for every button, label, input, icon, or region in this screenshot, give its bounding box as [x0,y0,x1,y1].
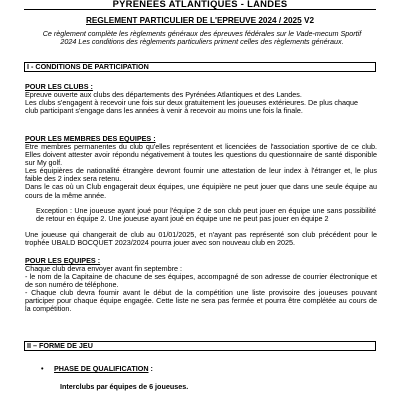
bullet-icon: • [41,364,44,373]
clubs-line-1: Epreuve ouverte aux clubs des départements des Pyrénées Atlantiques et des Landes. [25,90,302,99]
members-exception [36,207,376,223]
members-paragraph-3: Dans le cas où un Club engagerait deux équipes, une équipière ne peut jouer que dans une seule équipe au cours de la même année. [25,182,377,200]
version-label: V2 [303,16,314,25]
clubs-text [25,91,377,115]
interclubs-text: Interclubs par équipes de 6 joueuses. [60,382,189,391]
members-heading: POUR LES MEMBRES DES EQUIPES : [25,134,156,143]
document-title: REGLEMENT PARTICULIER DE L'EPREUVE 2024 / 2025 [86,16,302,25]
clubs-heading: POUR LES CLUBS : [25,82,93,91]
intro-note [34,30,370,46]
region-title: PYRÉNÉES ATLANTIQUES - LANDES [112,0,288,9]
members-paragraph-2: Les équipières de nationalité étrangère devront fournir une attestation de leur index à l'étranger et, le plus faible des 2 index sera retenu. [25,166,377,184]
members-paragraph-4: Une joueuse qui changerait de club au 01/01/2025, et n'ayant pas représenté son club précédent pour le trophée UBALD BOCQUET 2023/2024 pourra jouer avec son nouveau club en 2025. [25,230,377,248]
section-title-forme-de-jeu: II – FORME DE JEU [24,341,376,351]
clubs-line-3: club participant s'engage dans les années à venir à recevoir au moins une fois la finale. [25,106,303,116]
phase-qualification [41,364,153,373]
header-rule [24,9,376,10]
teams-paragraph-1: Chaque club devra envoyer avant fin septembre : [25,264,183,273]
members-transfer [25,231,377,247]
section-title-conditions: I - CONDITIONS DE PARTICIPATION [24,62,376,72]
members-text [25,143,377,200]
members-paragraph-1: Etre membres permanentes du club qu'elles représentent et licenciées de l'association sportive de ce club. Elles doivent attester avoir répondu négativement à toutes les questions du questionnaire de santé disponible sur My golf. [25,142,377,168]
intro-line-1: Ce règlement complète les règlements généraux des épreuves fédérales sur le Vade-mecum Sportif [42,29,362,38]
clubs-line-2: Les clubs s'engagent à recevoir une fois sur deux gratuitement les joueuses extérieures. De plus chaque [25,98,358,108]
teams-paragraph-3: - Chaque club devra fournir avant le début de la compétition une liste provisoire des joueuses pouvant participer pour chaque équipe engagée. Cette liste ne sera pas fermée et pourra être complétée au cours de la compétition. [25,288,377,314]
teams-paragraph-2: - le nom de la Capitaine de chacune de ses équipes, accompagné de son adresse de courrier électronique et de son numéro de téléphone. [25,272,377,290]
phase-colon: : [148,364,153,373]
phase-label: PHASE DE QUALIFICATION [54,364,149,373]
exception-text: Exception : Une joueuse ayant joué pour l'équipe 2 de son club peut jouer en équipe une sans possibilité de retour en équipe 2. Une joueuse ayant joué en équipe une ne peut pas jouer en équipe 2 [36,206,376,224]
teams-heading: POUR LES EQUIPES : [25,256,101,265]
teams-text [25,265,377,314]
document-title-line [86,15,314,26]
intro-line-2: 2024 Les conditions des règlements particuliers priment celles des règlements généraux. [60,37,344,47]
